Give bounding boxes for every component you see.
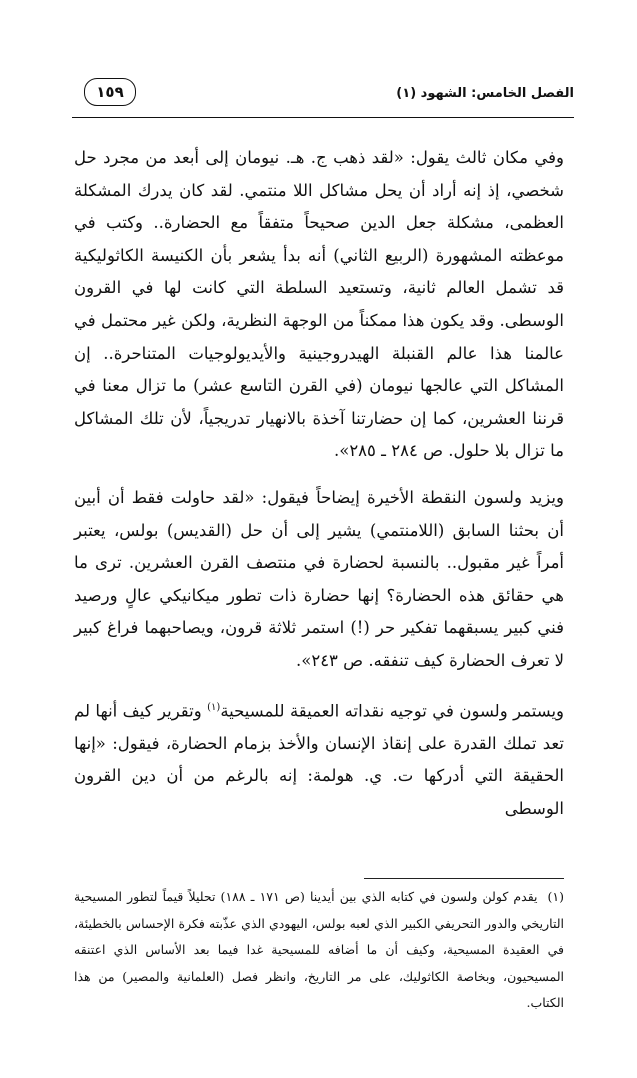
paragraph-2: ويزيد ولسون النقطة الأخيرة إيضاحاً فيقول: «لقد حاولت فقط أن أبين أن بحثنا السابق (اللامنتمي) يشير إلى أن حل (القديس) بولس، يعتبر أمراً غير مقبول.. بالنسبة لحضارة في منتصف القرن العشرين. ترى ما هي حقائق هذه الحضارة؟ إنها حضارة ذات تطور ميكانيكي عالٍ ورصيد فني كبير يسبقهما تفكير حر (!) استمر ثلاثة قرون، ويصاحبهما فراغ كبير لا تعرف الحضارة كيف تنفقه. ص ٢٤٣».	[74, 487, 564, 670]
footnote-text: يقدم كولن ولسون في كتابه الذي بين أيدينا (ص ١٧١ ـ ١٨٨) تحليلاً قيماً لتطور المسيحية التاريخي والدور التحريفي الكبير الذي لعبه بولس، اليهودي الذي عذّبته فكرة الإحساس بالخطيئة، في العقيدة المسيحية، وكيف أن ما أضافه للمسيحية غدا فيما بعد الأساس الذي اعتنقه المسيحيون، وبخاصة الكاثوليك، على مر التاريخ، وانظر فصل (العلمانية والمصير) من هذا الكتاب.	[74, 889, 564, 1010]
main-text	[74, 142, 564, 825]
footnote-divider	[364, 878, 564, 879]
header-divider	[72, 117, 574, 118]
running-header-title: الفصل الخامس: الشهود (١)	[396, 86, 574, 101]
page-number: ١٥٩	[84, 78, 136, 106]
paragraph-3-text-end: وتقرير كيف أنها لم تعد تملك القدرة على إنقاذ الإنسان والأخذ بزمام الحضارة، فيقول: «إنها الحقيقة التي أدركها ت. ي. هولمة: إنه بالرغم من أن دين القرون الوسطى	[74, 701, 564, 818]
paragraph-3	[74, 692, 564, 826]
footnote-marker: (١)	[547, 889, 565, 904]
footnote	[74, 884, 564, 1017]
footnote-reference[interactable]: (١)	[207, 701, 221, 713]
page-header	[74, 74, 574, 118]
paragraph-1: وفي مكان ثالث يقول: «لقد ذهب ج. هـ. نيومان إلى أبعد من مجرد حل شخصي، إذ إنه أراد أن يحل مشاكل اللا منتمي. لقد كان يدرك المشكلة العظمى، مشكلة جعل الدين صحيحاً متفقاً مع الحضارة.. وكتب في موعظته المشهورة (الربيع الثاني) أنه بدأ يشعر بأن الكنيسة الكاثوليكية قد تشمل العالم ثانية، وتستعيد السلطة التي كانت لها في القرون الوسطى. وقد يكون هذا ممكناً من الوجهة النظرية، ولكن غير محتمل في عالمنا هذا عالم القنبلة الهيدروجينية والأيديولوجيات المتناحرة.. إن المشاكل التي عالجها نيومان (في القرن التاسع عشر) ما تزال معنا في قرننا العشرين، كما إن حضارتنا آخذة بالانهيار تدريجياً، لأن تلك المشاكل ما تزال بلا حلول. ص ٢٨٤ ـ ٢٨٥».	[74, 148, 564, 461]
paragraph-3-text-start: ويستمر ولسون في توجيه نقداته العميقة للمسيحية	[220, 701, 565, 720]
